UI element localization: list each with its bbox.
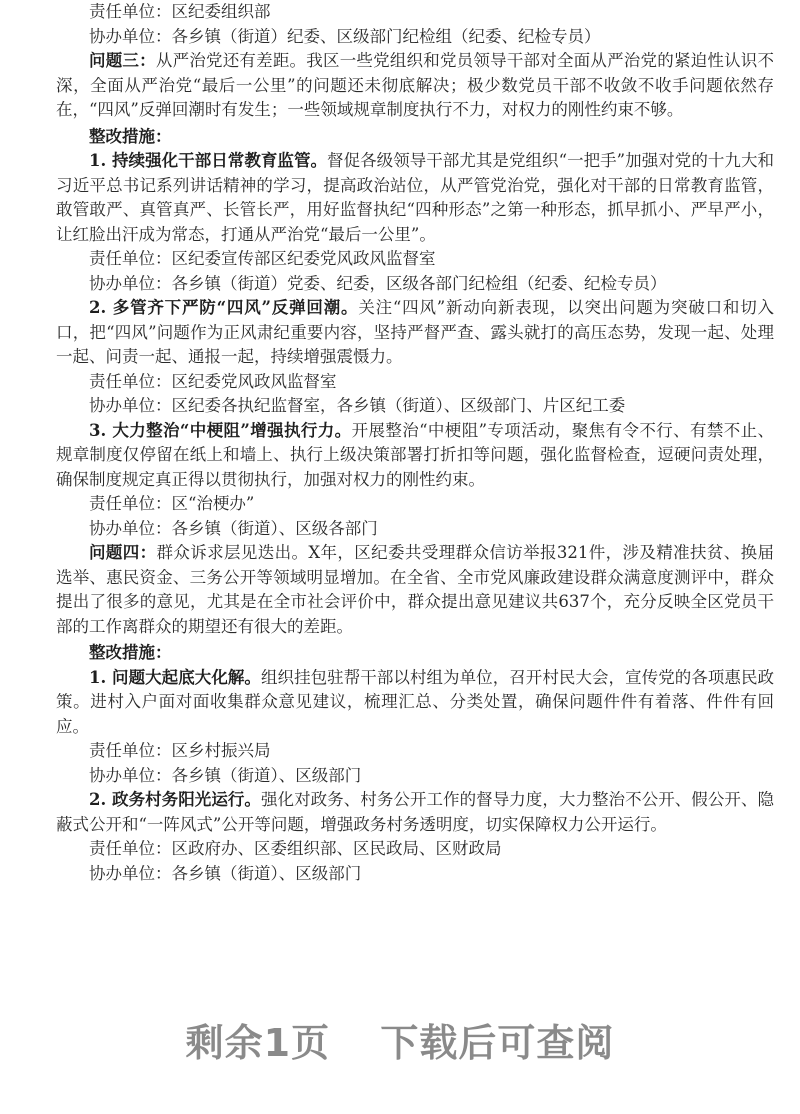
download-to-view-text: 下载后可查阅 [380, 1021, 615, 1065]
measure-2-responsible: 责任单位：区纪委党风政风监督室 [89, 371, 337, 391]
document-body [56, 0, 774, 886]
measure-1-assisting: 协办单位：各乡镇（街道）党委、纪委，区级各部门纪检组（纪委、纪检专员） [89, 273, 667, 293]
measure-4-title: 1. 问题大起底大化解。 [89, 667, 261, 687]
measure-4-responsible: 责任单位：区乡村振兴局 [89, 741, 271, 760]
problem-4-text: 群众诉求层见迭出。X年，区纪委共受理群众信访举报321件，涉及精准扶贫、换届选举、惠民资金、三务公开等领域明显增加。在全省、全市党风廉政建设群众满意度测评中，群众提出了很多的意见，尤其是在全市社会评价中，群众提出意见建议共637个，充分反映全区党员干部的工作离群众的期望还有很大的差距。 [56, 543, 774, 636]
measure-2-paragraph [56, 296, 774, 370]
download-prompt[interactable] [0, 1012, 800, 1067]
measure-4-paragraph [56, 666, 774, 740]
remaining-pages-text: 剩余1页 [185, 1021, 331, 1065]
measure-2-title: 2. 多管齐下严防“四风”反弹回潮。 [89, 298, 359, 317]
measure-1-title: 1. 持续强化干部日常教育监管。 [89, 151, 328, 170]
measure-3-assisting: 协办单位：各乡镇（街道）、区级各部门 [89, 518, 378, 538]
measure-5-title: 2. 政务村务阳光运行。 [89, 790, 261, 809]
responsible-unit: 责任单位：区纪委组织部 [89, 2, 271, 21]
measure-3-responsible: 责任单位：区“治梗办” [89, 494, 255, 513]
measure-4-text: 组织挂包驻帮干部以村组为单位，召开村民大会，宣传党的各项惠民政策。进村入户面对面收集群众意见建议，梳理汇总、分类处置，确保问题件件有着落、件件有回应。 [56, 667, 774, 736]
measure-1-paragraph [56, 149, 774, 247]
measure-5-paragraph [56, 788, 774, 837]
measure-1-text: 督促各级领导干部尤其是党组织“一把手”加强对党的十九大和习近平总书记系列讲话精神的学习，提高政治站位，从严管党治党，强化对干部的日常教育监管，敢管敢严、真管真严、长管长严，用好监督执纪“四种形态”之第一种形态，抓早抓小、严早严小，让红脸出汗成为常态，打通从严治党“最后一公里”。 [56, 151, 774, 244]
measure-4-assisting: 协办单位：各乡镇（街道）、区级部门 [89, 765, 362, 785]
problem-3-text: 从严治党还有差距。我区一些党组织和党员领导干部对全面从严治党的紧迫性认识不深，全面从严治党“最后一公里”的问题还未彻底解决；极少数党员干部不收敛不收手问题依然存在，“四风”反弹回潮时有发生；一些领域规章制度执行不力，对权力的刚性约束不够。 [56, 51, 775, 119]
measure-5-assisting: 协办单位：各乡镇（街道）、区级部门 [89, 863, 362, 883]
assisting-unit: 协办单位：各乡镇（街道）纪委、区级部门纪检组（纪委、纪检专员） [89, 26, 601, 46]
measure-5-responsible: 责任单位：区政府办、区委组织部、区民政局、区财政局 [89, 839, 502, 858]
measure-3-paragraph [56, 419, 774, 493]
problem-4-label: 问题四： [89, 543, 157, 562]
problem-3-paragraph [56, 49, 774, 123]
measures-heading-2: 整改措施： [89, 643, 172, 662]
measures-heading: 整改措施： [89, 126, 172, 146]
measure-1-responsible: 责任单位：区纪委宣传部区纪委党风政风监督室 [89, 249, 436, 268]
measure-3-title: 3. 大力整治“中梗阻”增强执行力。 [89, 420, 352, 440]
problem-3-label: 问题三： [89, 51, 156, 70]
problem-4-paragraph [56, 541, 774, 639]
measure-2-assisting: 协办单位：区纪委各执纪监督室，各乡镇（街道）、区级部门、片区纪工委 [89, 396, 626, 415]
measure-5-text: 强化对政务、村务公开工作的督导力度，大力整治不公开、假公开、隐蔽式公开和“一阵风式”公开等问题，增强政务村务透明度，切实保障权力公开运行。 [56, 790, 774, 834]
measure-3-text: 开展整治“中梗阻”专项活动，聚焦有令不行、有禁不止、规章制度仅停留在纸上和墙上、执行上级决策部署打折扣等问题，强化监督检查，逗硬问责处理，确保制度规定真正得以贯彻执行，加强对权力的刚性约束。 [56, 420, 775, 489]
measure-2-text: 关注“四风”新动向新表现，以突出问题为突破口和切入口，把“四风”问题作为正风肃纪重要内容，坚持严督严查、露头就打的高压态势，发现一起、处理一起、问责一起、通报一起，持续增强震慑力。 [56, 298, 775, 366]
